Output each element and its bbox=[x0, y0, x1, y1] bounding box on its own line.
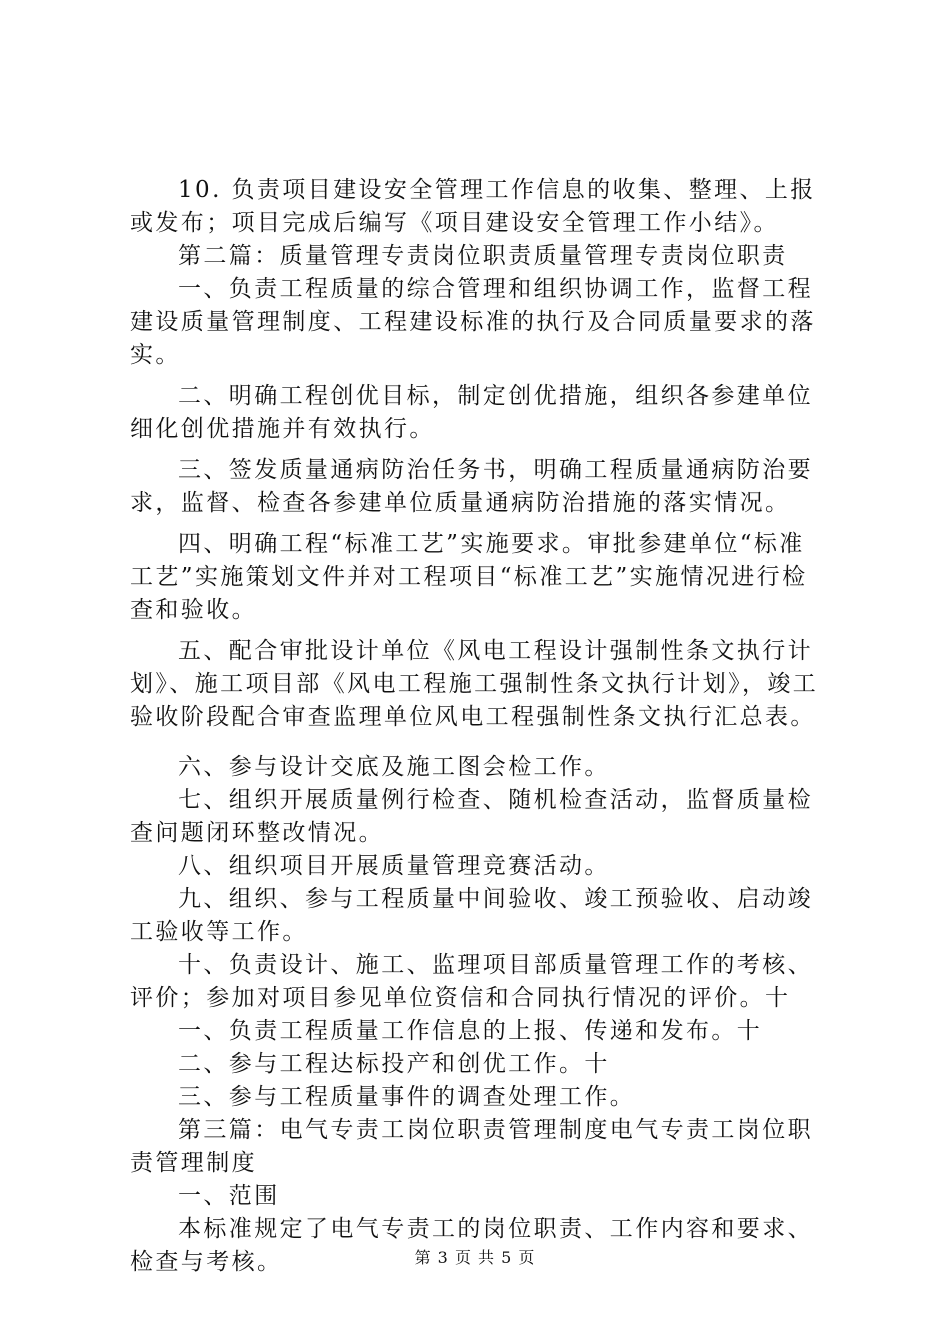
subsection-scope-heading: 一、范围 bbox=[178, 1183, 280, 1209]
paragraph-scope: 本标准规定了电气专责工的岗位职责、工作内容和要求、检查与考核。 bbox=[130, 1216, 813, 1275]
paragraph-duty-6: 六、参与设计交底及施工图会检工作。 bbox=[178, 754, 610, 780]
paragraph-duty-3: 三、签发质量通病防治任务书，明确工程质量通病防治要求，监督、检查各参建单位质量通病防治措施的落实情况。 bbox=[130, 457, 813, 516]
paragraph-item-10: 10. 负责项目建设安全管理工作信息的收集、整理、上报或发布；项目完成后编写《项目建设安全管理工作小结》。 bbox=[130, 177, 816, 236]
paragraph-duty-12: 二、参与工程达标投产和创优工作。十 bbox=[178, 1051, 610, 1077]
paragraph-duty-9: 九、组织、参与工程质量中间验收、竣工预验收、启动竣工验收等工作。 bbox=[130, 886, 813, 945]
paragraph-duty-1: 一、负责工程质量的综合管理和组织协调工作，监督工程建设质量管理制度、工程建设标准的执行及合同质量要求的落实。 bbox=[130, 276, 816, 368]
paragraph-duty-11: 一、负责工程质量工作信息的上报、传递和发布。十 bbox=[178, 1018, 763, 1044]
page-number-footer: 第 3 页 共 5 页 bbox=[414, 1248, 536, 1267]
section-title-part-2: 第二篇：质量管理专责岗位职责质量管理专责岗位职责 bbox=[178, 243, 788, 269]
document-body bbox=[130, 174, 830, 1279]
paragraph-duty-7: 七、组织开展质量例行检查、随机检查活动，监督质量检查问题闭环整改情况。 bbox=[130, 787, 813, 846]
paragraph-duty-10: 十、负责设计、施工、监理项目部质量管理工作的考核、评价；参加对项目参见单位资信和合同执行情况的评价。十 bbox=[130, 952, 813, 1011]
paragraph-duty-2: 二、明确工程创优目标，制定创优措施，组织各参建单位细化创优措施并有效执行。 bbox=[130, 383, 813, 442]
paragraph-duty-4: 四、明确工程“标准工艺”实施要求。审批参建单位“标准工艺”实施策划文件并对工程项目“标准工艺”实施情况进行检查和验收。 bbox=[130, 531, 808, 623]
paragraph-duty-8: 八、组织项目开展质量管理竞赛活动。 bbox=[178, 853, 610, 879]
section-title-part-3: 第三篇：电气专责工岗位职责管理制度电气专责工岗位职责管理制度 bbox=[130, 1117, 813, 1176]
paragraph-duty-5: 五、配合审批设计单位《风电工程设计强制性条文执行计划》、施工项目部《风电工程施工强制性条文执行计划》，竣工验收阶段配合审查监理单位风电工程强制性条文执行汇总表。 bbox=[130, 638, 819, 730]
paragraph-duty-13: 三、参与工程质量事件的调查处理工作。 bbox=[178, 1084, 636, 1110]
